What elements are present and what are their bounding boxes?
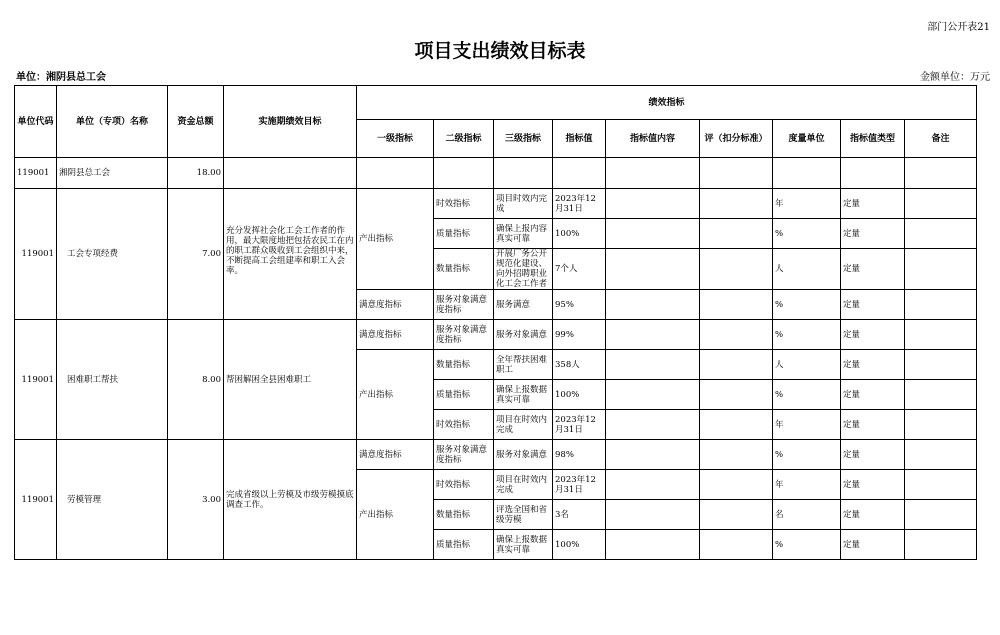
type-cell: 定量 <box>841 500 905 530</box>
page-code: 部门公开表21 <box>927 22 990 33</box>
measure-cell: % <box>773 530 841 560</box>
header-level1: 一级指标 <box>357 120 434 158</box>
measure-cell: 人 <box>773 249 841 290</box>
level2-cell: 时效指标 <box>434 470 494 500</box>
amount-unit-label: 金额单位：万元 <box>920 72 990 83</box>
table-row <box>15 189 977 219</box>
table-row <box>15 320 977 350</box>
level2-cell: 质量指标 <box>434 380 494 410</box>
level1-cell: 产出指标 <box>357 470 434 560</box>
level2-cell: 质量指标 <box>434 219 494 249</box>
type-cell: 定量 <box>841 219 905 249</box>
header-level3: 三级指标 <box>494 120 553 158</box>
measure-cell: 年 <box>773 189 841 219</box>
performance-table <box>14 85 977 560</box>
level3-cell: 全年帮扶困难职工 <box>496 354 548 375</box>
level1-cell: 产出指标 <box>357 350 434 440</box>
project-target: 完成省级以上劳模及市级劳模摸底调查工作。 <box>224 440 357 560</box>
header-name: 单位（专项）名称 <box>57 86 168 158</box>
level3-cell: 确保上报数据真实可靠 <box>496 384 548 405</box>
value-cell: 99% <box>553 320 606 350</box>
value-cell: 3名 <box>553 500 606 530</box>
project-name: 工会专项经费 <box>57 189 168 320</box>
level3-cell: 项目在时效内完成 <box>496 414 548 435</box>
header-target: 实施期绩效目标 <box>224 86 357 158</box>
level2-cell: 质量指标 <box>434 530 494 560</box>
measure-cell: % <box>773 290 841 320</box>
type-cell: 定量 <box>841 470 905 500</box>
measure-cell: % <box>773 219 841 249</box>
table-row <box>15 440 977 470</box>
measure-cell: 名 <box>773 500 841 530</box>
header-value: 指标值 <box>553 120 606 158</box>
header-amount: 资金总额 <box>168 86 224 158</box>
level3-cell: 服务对象满意 <box>494 440 553 470</box>
header-content: 指标值内容 <box>606 120 700 158</box>
level1-cell: 满意度指标 <box>357 320 434 350</box>
header-measure: 度量单位 <box>773 120 841 158</box>
value-cell: 358人 <box>553 350 606 380</box>
project-amount: 8.00 <box>168 320 224 440</box>
level2-cell: 数量指标 <box>434 350 494 380</box>
header-perf: 绩效指标 <box>357 86 977 120</box>
type-cell: 定量 <box>841 320 905 350</box>
level3-cell: 服务对象满意 <box>494 320 553 350</box>
value-cell: 7个人 <box>553 249 606 290</box>
value-cell: 100% <box>553 219 606 249</box>
level2-cell: 服务对象满意度指标 <box>434 320 494 350</box>
level2-cell: 时效指标 <box>434 189 494 219</box>
type-cell: 定量 <box>841 410 905 440</box>
header-remark: 备注 <box>905 120 977 158</box>
project-target: 充分发挥社会化工会工作者的作用，最大限度地把包括农民工在内的职工群众吸收到工会组织中来，不断提高工会组建率和职工入会率。 <box>224 189 357 320</box>
level1-cell: 满意度指标 <box>357 290 434 320</box>
header-level2: 二级指标 <box>434 120 494 158</box>
project-target: 帮困解困全县困难职工 <box>224 320 357 440</box>
level2-cell: 数量指标 <box>434 500 494 530</box>
measure-cell: 年 <box>773 410 841 440</box>
level1-cell: 产出指标 <box>357 189 434 290</box>
project-name: 劳模管理 <box>57 440 168 560</box>
summary-code: 119001 <box>15 158 57 189</box>
level2-cell: 服务对象满意度指标 <box>434 290 494 320</box>
summary-name: 湘阴县总工会 <box>57 158 168 189</box>
project-code: 119001 <box>15 320 57 440</box>
measure-cell: % <box>773 380 841 410</box>
measure-cell: % <box>773 320 841 350</box>
header-code: 单位代码 <box>15 86 57 158</box>
level3-cell: 开展厂务公开规范化建设、向外招聘职业化工会工作者 <box>496 249 548 289</box>
value-cell: 2023年12月31日 <box>555 474 596 495</box>
page-title: 项目支出绩效目标表 <box>414 40 586 62</box>
level2-cell: 服务对象满意度指标 <box>434 440 494 470</box>
value-cell: 98% <box>553 440 606 470</box>
header-type: 指标值类型 <box>841 120 905 158</box>
type-cell: 定量 <box>841 249 905 290</box>
value-cell: 2023年12月31日 <box>555 193 596 214</box>
summary-amount: 18.00 <box>168 158 224 189</box>
unit-label: 单位：湘阴县总工会 <box>16 72 106 83</box>
level3-cell: 评选全国和省级劳模 <box>496 504 548 525</box>
type-cell: 定量 <box>841 350 905 380</box>
level3-cell: 项目在时效内完成 <box>496 474 548 495</box>
level3-cell: 服务满意 <box>494 290 553 320</box>
level2-cell: 时效指标 <box>434 410 494 440</box>
project-code: 119001 <box>15 440 57 560</box>
summary-row <box>15 158 977 189</box>
project-code: 119001 <box>15 189 57 320</box>
measure-cell: 人 <box>773 350 841 380</box>
type-cell: 定量 <box>841 530 905 560</box>
type-cell: 定量 <box>841 440 905 470</box>
measure-cell: % <box>773 440 841 470</box>
header-score: 评（扣分标准） <box>700 120 773 158</box>
value-cell: 2023年12月31日 <box>555 414 596 435</box>
type-cell: 定量 <box>841 290 905 320</box>
level3-cell: 确保上报内容真实可靠 <box>496 223 548 244</box>
level3-cell: 项目时效内完成 <box>496 193 548 214</box>
type-cell: 定量 <box>841 189 905 219</box>
project-name: 困难职工帮扶 <box>57 320 168 440</box>
type-cell: 定量 <box>841 380 905 410</box>
level3-cell: 确保上报数据真实可靠 <box>496 534 548 555</box>
level2-cell: 数量指标 <box>434 249 494 290</box>
value-cell: 95% <box>553 290 606 320</box>
value-cell: 100% <box>553 530 606 560</box>
measure-cell: 年 <box>773 470 841 500</box>
project-amount: 7.00 <box>168 189 224 320</box>
level1-cell: 满意度指标 <box>357 440 434 470</box>
value-cell: 100% <box>553 380 606 410</box>
project-amount: 3.00 <box>168 440 224 560</box>
